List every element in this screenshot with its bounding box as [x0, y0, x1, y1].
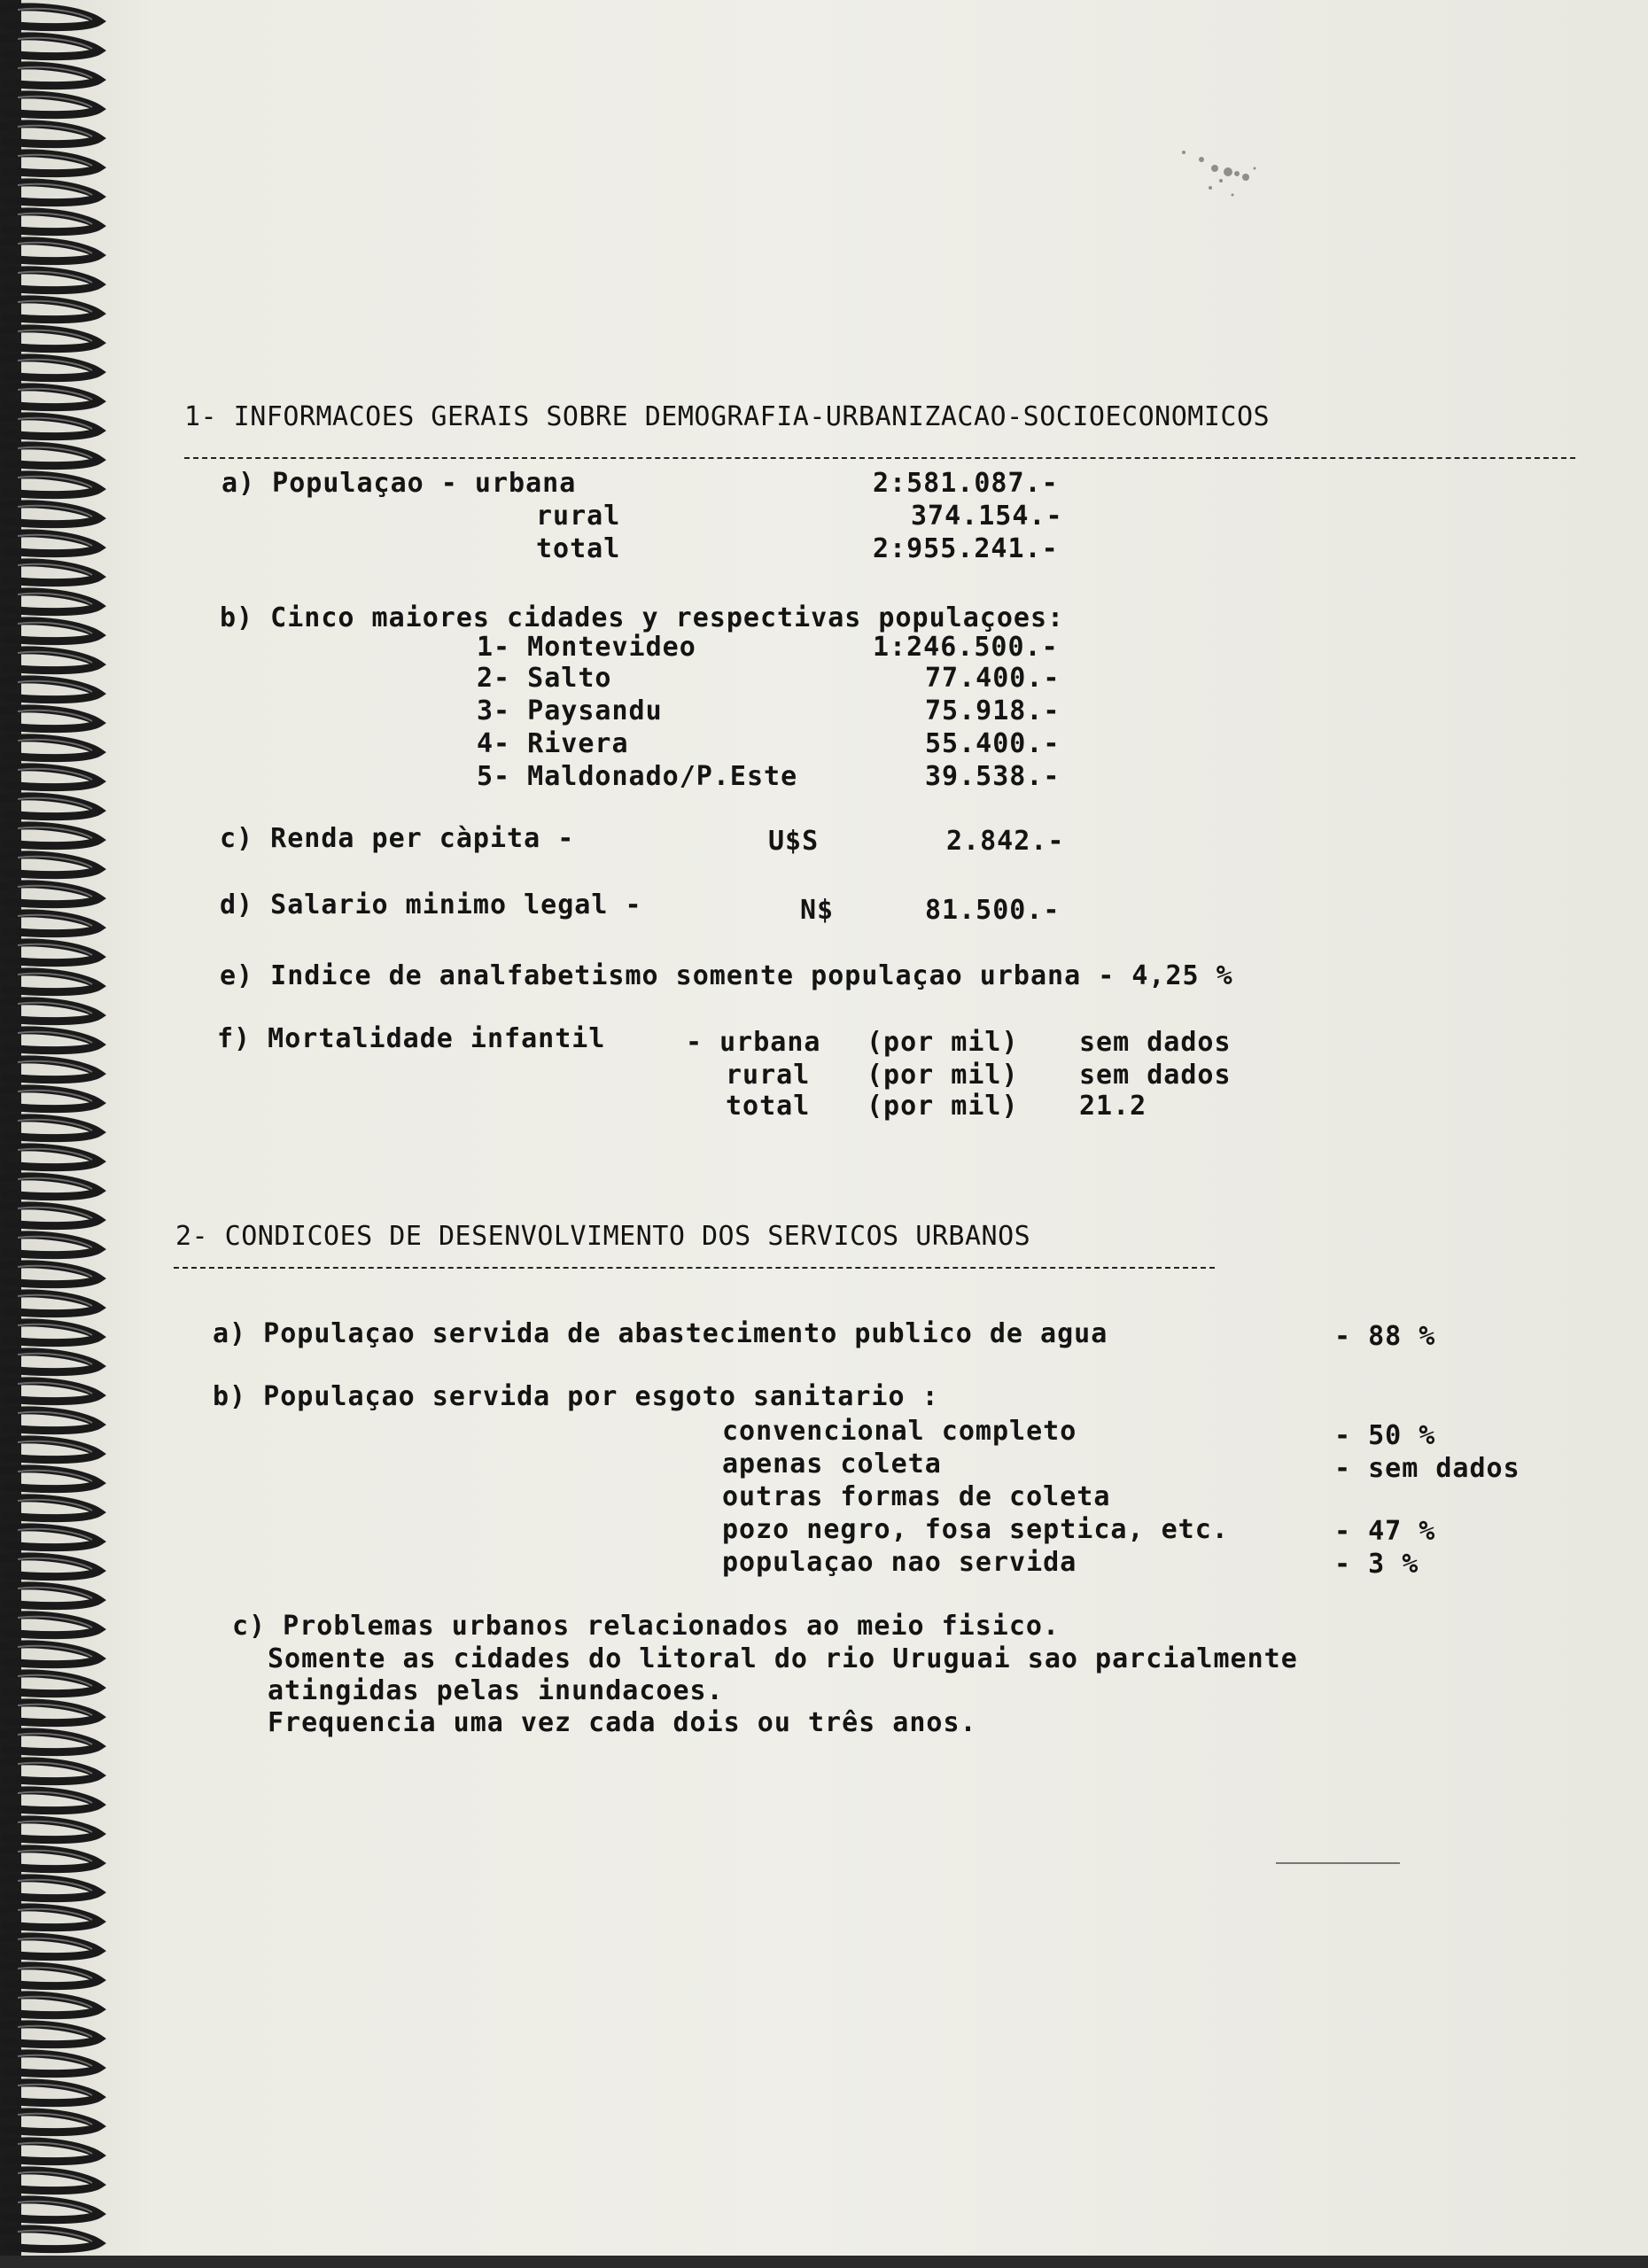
mortalidade-row-value: sem dados — [1079, 1060, 1232, 1091]
city-pop: 1:246.500.- — [873, 632, 1059, 663]
city-name: 3- Paysandu — [477, 695, 663, 726]
pop-urbana-label: a) Populaçao - urbana — [222, 468, 577, 499]
city-pop: 55.400.- — [925, 728, 1061, 759]
problemas-line-4: Frequencia uma vez cada dois ou três anos. — [268, 1707, 977, 1738]
mortalidade-row-prefix: total — [726, 1091, 811, 1122]
pop-rural-value: 374.154.- — [911, 501, 1063, 532]
salario-currency: N$ — [800, 895, 835, 926]
mortalidade-label: f) Mortalidade infantil — [217, 1023, 606, 1054]
esgoto-row-label: convencional completo — [722, 1416, 1077, 1447]
agua-line: a) Populaçao servida de abastecimento publico de agua — [213, 1318, 1108, 1349]
city-name: 1- Montevideo — [477, 632, 696, 663]
renda-value: 2.842.- — [946, 826, 1065, 857]
ink-smudge — [1148, 142, 1299, 221]
spiral-binding — [0, 0, 115, 2268]
salario-label: d) Salario minimo legal - — [220, 889, 642, 920]
section-2-heading: 2- CONDICOES DE DESENVOLVIMENTO DOS SERVICOS URBANOS — [175, 1221, 1031, 1252]
city-name: 2- Salto — [477, 663, 612, 694]
mortalidade-row-value: 21.2 — [1079, 1091, 1147, 1122]
mortalidade-row-value: sem dados — [1079, 1027, 1232, 1058]
agua-value: - 88 % — [1334, 1321, 1436, 1352]
salario-value: 81.500.- — [925, 895, 1061, 926]
city-name: 5- Maldonado/P.Este — [477, 761, 798, 792]
mortalidade-row-prefix: - urbana — [686, 1027, 821, 1058]
mortalidade-row-prefix: rural — [726, 1060, 811, 1091]
mortalidade-row-unit: (por mil) — [867, 1027, 1019, 1058]
esgoto-row-label: apenas coleta — [722, 1449, 942, 1480]
pop-total-value: 2:955.241.- — [873, 533, 1059, 564]
city-name: 4- Rivera — [477, 728, 629, 759]
problemas-line-2: Somente as cidades do litoral do rio Uruguai sao parcialmente — [268, 1643, 1298, 1674]
esgoto-label: b) Populaçao servida por esgoto sanitario : — [213, 1381, 939, 1412]
esgoto-row-label: outras formas de coleta — [722, 1481, 1111, 1512]
problemas-line-3: atingidas pelas inundacoes. — [268, 1675, 724, 1706]
renda-currency: U$S — [768, 826, 820, 857]
city-pop: 75.918.- — [925, 695, 1061, 726]
renda-label: c) Renda per càpita - — [220, 823, 575, 854]
cities-label: b) Cinco maiores cidades y respectivas populaçoes: — [220, 602, 1065, 633]
esgoto-row-label: pozo negro, fosa septica, etc. — [722, 1514, 1229, 1545]
section-2-rule — [174, 1267, 1215, 1269]
esgoto-row-value: - sem dados — [1334, 1453, 1520, 1484]
city-pop: 77.400.- — [925, 663, 1061, 694]
section-1-heading: 1- INFORMACOES GERAIS SOBRE DEMOGRAFIA-URBANIZACAO-SOCIOECONOMICOS — [184, 401, 1271, 432]
stray-pencil-line — [1276, 1862, 1400, 1864]
pop-urbana-value: 2:581.087.- — [873, 468, 1059, 499]
esgoto-row-label: populaçao nao servida — [722, 1547, 1077, 1578]
pop-total-label: total — [536, 533, 621, 564]
section-1-rule — [184, 457, 1575, 459]
problemas-line-1: c) Problemas urbanos relacionados ao meio fisico. — [232, 1611, 1061, 1642]
city-pop: 39.538.- — [925, 761, 1061, 792]
mortalidade-row-unit: (por mil) — [867, 1091, 1019, 1122]
esgoto-row-value: - 50 % — [1334, 1420, 1436, 1451]
pop-rural-label: rural — [536, 501, 621, 532]
mortalidade-row-unit: (por mil) — [867, 1060, 1019, 1091]
esgoto-row-value: - 3 % — [1334, 1549, 1419, 1580]
analfabetismo-line: e) Indice de analfabetismo somente populaçao urbana - 4,25 % — [220, 960, 1233, 991]
esgoto-row-value: - 47 % — [1334, 1516, 1436, 1547]
page-bottom-edge — [0, 2256, 1648, 2268]
